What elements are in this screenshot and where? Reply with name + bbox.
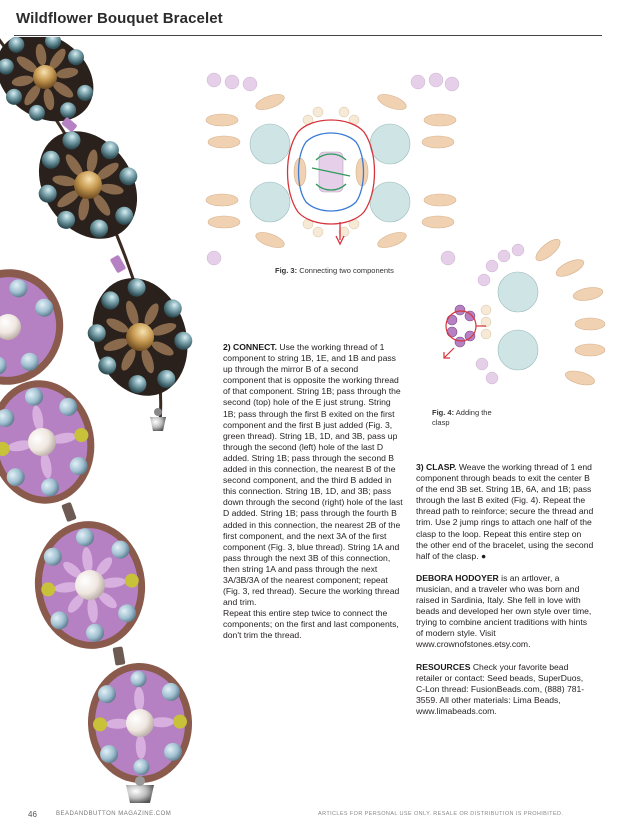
connect-heading: 2) CONNECT. [223, 342, 277, 352]
instructions-column-2 [416, 462, 594, 717]
fig4-caption [432, 408, 492, 428]
clasp-heading: 3) CLASP. [416, 462, 457, 472]
fig4-caption-text: Adding the clasp [432, 408, 492, 427]
bracelet-photo [0, 37, 215, 807]
fig3-caption [275, 266, 394, 276]
connect-body: Use the working thread of 1 component to string 1B, 1E, and 1B and pass up through the mirror B of a second component that is opposite the working thread of that component. String 1B; pass through the second (top) hole of the E just strung. String 1B; pass through the first B exited on the first component and the first B just added (Fig. 3, green thread). String 1B, 1D, and 3B, pass up through the second (left) hole of the last D added. String 1B; pass through the second B added in this connection, the nearest B of the second component, and the third B added in this connection. String 1B, 1D, and 3B; pass down through the second (right) hole of the last D added. String 1B; pass through the fourth B added in this connection, the nearest 2B of the first component, and the next 3A of the first component (Fig. 3, blue thread). String 1A and pass through the next 3B of this connection, then string 1A and pass through the next 3A/3B/3A of the nearest component; repeat (Fig. 3, red thread). Secure the working thread and trim. [223, 342, 403, 608]
page-number: 46 [28, 810, 37, 819]
footer-copyright: ARTICLES FOR PERSONAL USE ONLY. RESALE OR DISTRIBUTION IS PROHIBITED. [318, 811, 564, 817]
author-bio [416, 573, 594, 651]
title-divider [14, 35, 602, 36]
resources [416, 662, 594, 717]
clasp-step [416, 462, 594, 562]
clasp-body: Weave the working thread of 1 end component through beads to exit the center B of the end 3B set. String 1B, 6A, and 1B; pass through the last B exited (Fig. 4). Repeat the thread path to reinforce; secure the thread and trim. Use 2 jump rings to attach one half of the clasp to the loop. Repeat this entire step on the other end of the bracelet, using the second half of the clasp. ● [416, 462, 594, 561]
connect-step [223, 342, 403, 608]
footer-site: BEADANDBUTTON MAGAZINE.COM [56, 811, 172, 817]
fig4-caption-label: Fig. 4: [432, 408, 455, 417]
fig3-caption-label: Fig. 3: [275, 266, 298, 275]
fig3-diagram [200, 72, 462, 270]
resources-heading: RESOURCES [416, 661, 471, 672]
fig3-caption-text: Connecting two components [299, 266, 394, 275]
instructions-column-1 [223, 342, 403, 642]
fig4-diagram [430, 232, 608, 402]
author-bio-text: is an artlover, a musician, and a traveler who was born and raised in Sardinia, Italy. She fell in love with beads and developed her own style over time, trying to combine ancient traditions with hints of modern style. Visit www.crownofstones.etsy.com. [416, 572, 592, 650]
author-name: DEBORA HODOYER [416, 572, 499, 583]
resources-text: Check your favorite bead retailer or contact: Seed beads, SuperDuos, C-Lon thread: FusionBeads.com, (888) 781-3559. All other materials: Lima Beads, www.limabeads.com. [416, 661, 585, 716]
connect-repeat: Repeat this entire step twice to connect the components; on the first and last components, don't trim the thread. [223, 608, 399, 641]
page-title: Wildflower Bouquet Bracelet [16, 10, 223, 27]
